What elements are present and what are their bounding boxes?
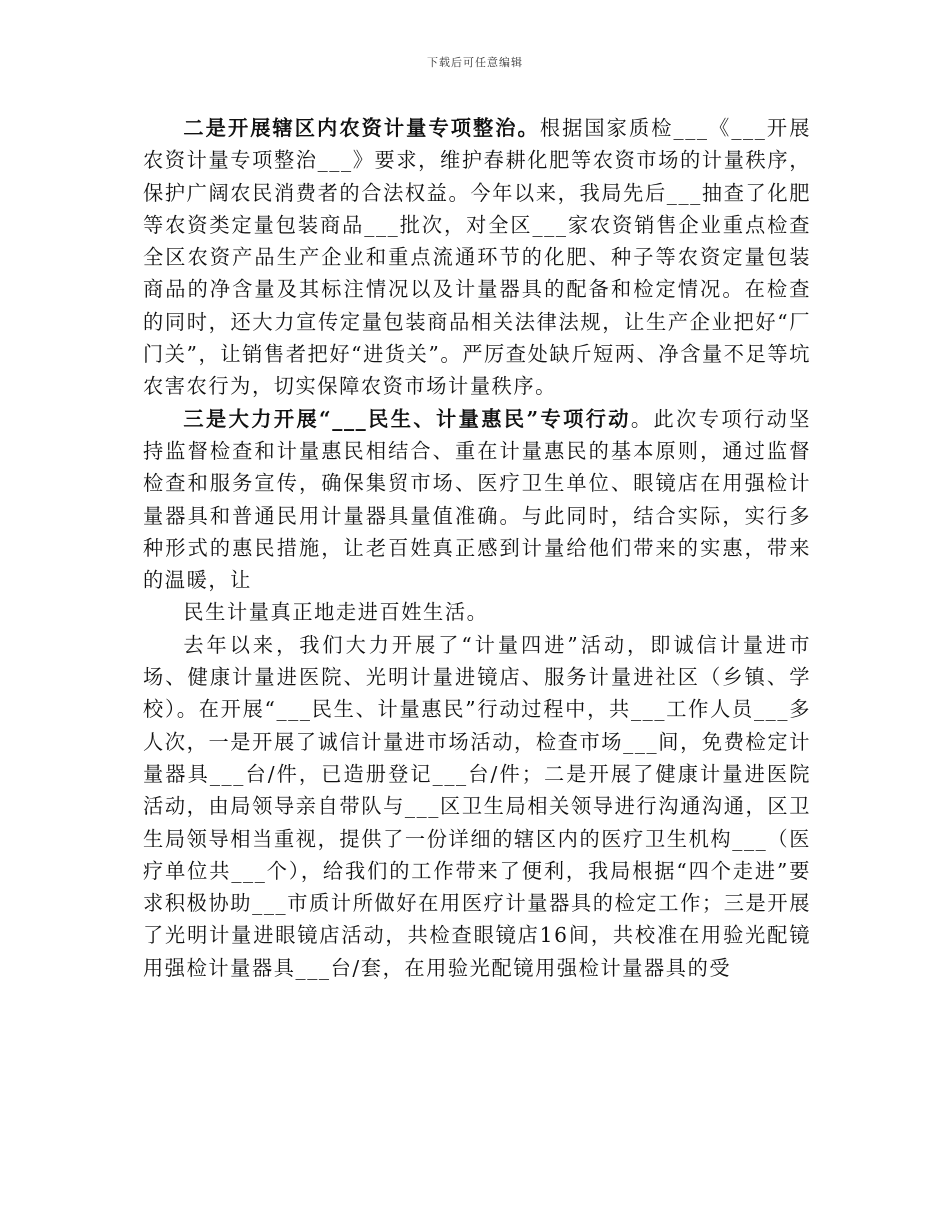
page-header: 下载后可任意编辑 [427,56,523,69]
document-body [143,112,811,984]
paragraph-continuation [143,596,811,628]
paragraph-text: 民生计量真正地走进百姓生活。 [183,600,489,625]
paragraph-livelihood-action [143,403,811,597]
paragraph-text: 。此次专项行动坚持监督检查和计量惠民相结合、重在计量惠民的基本原则，通过监督检查和服务宣传，确保集贸市场、医疗卫生单位、眼镜店在用强检计量器具和普通民用计量器具量值准确。与此同时，结合实际，实行多种形式的惠民措施，让老百姓真正感到计量给他们带来的实惠，带来的温暖，让 [143,406,811,593]
paragraph-lead: 二是开展辖区内农资计量专项整治。 [183,116,540,140]
paragraph-four-entries [143,629,811,984]
paragraph-lead: 三是大力开展“___民生、计量惠民”专项行动 [183,406,631,431]
paragraph-text: 去年以来，我们大力开展了“计量四进”活动，即诚信计量进市场、健康计量进医院、光明计量进镜店、服务计量进社区（乡镇、学校）。在开展“___民生、计量惠民”行动过程中，共___工作人员___多人次，一是开展了诚信计量进市场活动，检查市场___间，免费检定计量器具___台/件，已造册登记___台/件；二是开展了健康计量进医院活动，由局领导亲自带队与___区卫生局相关领导进行沟通沟通，区卫生局领导相当重视，提供了一份详细的辖区内的医疗卫生机构___（医疗单位共___个），给我们的工作带来了便利，我局根据“四个走进”要求积极协助___市质计所做好在用医疗计量器具的检定工作；三是开展了光明计量进眼镜店活动，共检查眼镜店16间，共校准在用验光配镜用强检计量器具___台/套，在用验光配镜用强检计量器具的受 [143,632,811,980]
paragraph-farm-supplies [143,112,811,403]
paragraph-text: 根据国家质检___《___开展农资计量专项整治___》要求，维护春耕化肥等农资市场的计量秩序，保护广阔农民消费者的合法权益。今年以来，我局先后___抽查了化肥等农资类定量包装商品___批次，对全区___家农资销售企业重点检查全区农资产品生产企业和重点流通环节的化肥、种子等农资定量包装商品的净含量及其标注情况以及计量器具的配备和检定情况。在检查的同时，还大力宣传定量包装商品相关法律法规，让生产企业把好“厂门关”，让销售者把好“进货关”。严厉查处缺斤短两、净含量不足等坑农害农行为，切实保障农资市场计量秩序。 [143,116,811,399]
